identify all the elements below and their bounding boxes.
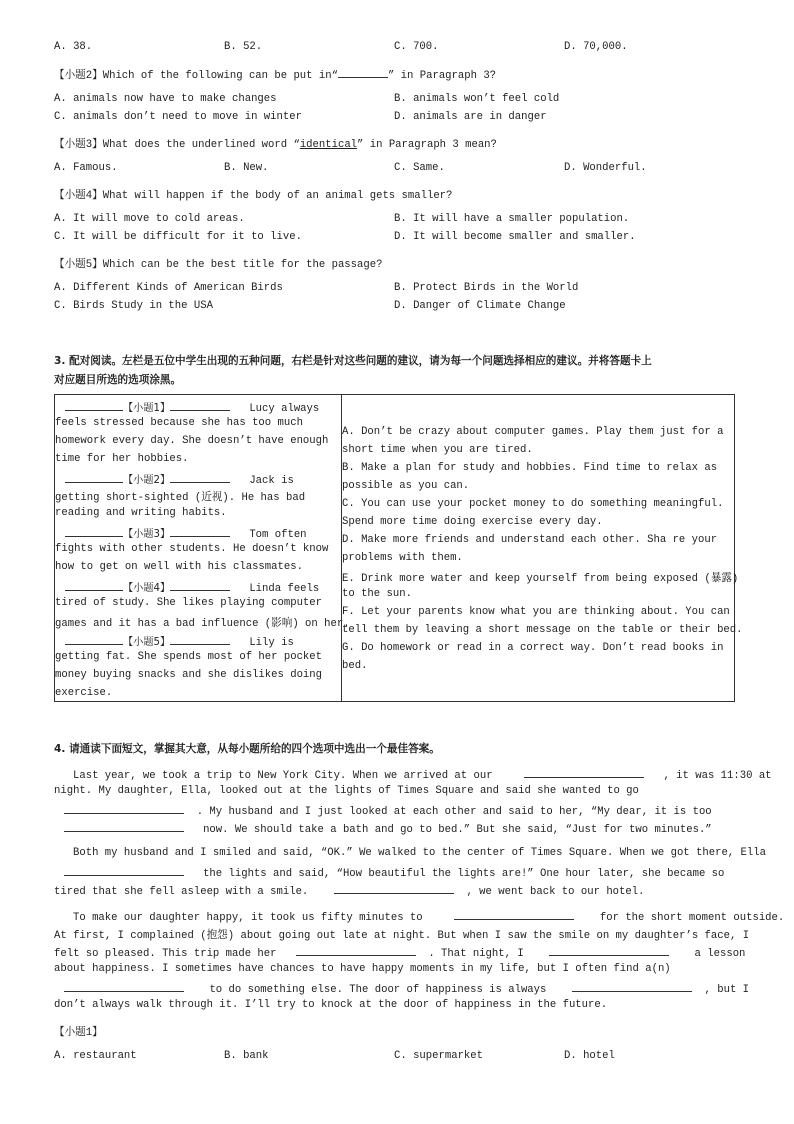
problem-text: tired of study. She likes playing computer xyxy=(55,597,323,609)
problem-2-header xyxy=(65,471,294,487)
option-d: D. animals are in danger xyxy=(394,111,547,123)
option-b: B. New. xyxy=(224,162,269,174)
question-4 xyxy=(54,187,452,202)
passage-line: To make our daughter happy, it took us fifty minutes to for the short moment outside. xyxy=(73,909,784,924)
question-number: 【小题2】 xyxy=(54,70,103,82)
passage-line: felt so pleased. This trip made her . That night, I a lesson xyxy=(54,945,745,960)
problem-text: homework every day. She doesn’t have enough xyxy=(55,435,329,447)
advice-a-cont: short time when you are tired. xyxy=(342,444,533,456)
section-4-heading: 4. 请通读下面短文，掌握其大意，从每小题所给的四个选项中选出一个最佳答案。 xyxy=(54,743,440,755)
question-number: 【小题5】 xyxy=(54,259,103,271)
problem-text: reading and writing habits. xyxy=(55,507,227,519)
blank-7 xyxy=(296,945,416,956)
option-c: C. It will be difficult for it to live. xyxy=(54,231,302,243)
advice-b: B. Make a plan for study and hobbies. Find time to relax as xyxy=(342,462,718,474)
advice-d-cont: problems with them. xyxy=(342,552,463,564)
problem-4-header xyxy=(65,579,319,595)
passage-line: tired that she fell asleep with a smile. , we went back to our hotel. xyxy=(54,883,644,898)
question-number: 【小题4】 xyxy=(54,190,103,202)
blank-4 xyxy=(64,865,184,876)
answer-blank xyxy=(338,67,388,78)
problem-text: Lucy always xyxy=(249,403,320,415)
option-c: C. supermarket xyxy=(394,1050,484,1062)
problem-text: Linda feels xyxy=(249,583,320,595)
blank-6 xyxy=(454,909,574,920)
option-a: A. Famous. xyxy=(54,162,118,174)
blank-2 xyxy=(64,803,184,814)
problem-text: getting fat. She spends most of her pocket xyxy=(55,651,323,663)
advice-e-cont: to the sun. xyxy=(342,588,412,600)
option-d: D. Wonderful. xyxy=(564,162,647,174)
problem-text: exercise. xyxy=(55,687,113,699)
question-text: What will happen if the body of an animal gets smaller? xyxy=(102,190,453,202)
option-b: B. Protect Birds in the World xyxy=(394,282,579,294)
problem-text: feels stressed because she has too much xyxy=(55,417,303,429)
question-number: 【小题4】 xyxy=(123,583,171,594)
problem-3-header xyxy=(65,525,307,541)
problem-5-header xyxy=(65,633,294,649)
problem-text: Jack is xyxy=(249,475,294,487)
problem-text: getting short-sighted (近视). He has bad xyxy=(55,492,306,504)
problem-text: Lily is xyxy=(249,637,294,649)
problem-text: money buying snacks and she dislikes doing xyxy=(55,669,323,681)
passage-line: Last year, we took a trip to New York City. When we arrived at our , it was 11:30 at xyxy=(73,767,772,782)
option-a: A. Different Kinds of American Birds xyxy=(54,282,283,294)
question-3 xyxy=(54,136,497,151)
option-c: C. Same. xyxy=(394,162,445,174)
problem-text: games and it has a bad influence (影响) on her. xyxy=(55,618,350,630)
problems-column xyxy=(55,395,350,702)
option-d: D. hotel xyxy=(564,1050,615,1062)
passage-line: to do something else. The door of happiness is always , but I xyxy=(54,981,749,996)
question-text: What does the underlined word “ xyxy=(102,139,300,151)
advice-d: D. Make more friends and understand each other. Sha re your xyxy=(342,534,718,546)
passage-line: don’t always walk through it. I’ll try to knock at the door of happiness in the future. xyxy=(54,999,608,1011)
option-b: B. 52. xyxy=(224,41,263,53)
underlined-word: identical xyxy=(299,139,358,151)
option-d: D. It will become smaller and smaller. xyxy=(394,231,636,243)
problem-text: Tom often xyxy=(249,529,307,541)
option-d: D. 70,000. xyxy=(564,41,628,53)
option-d: D. Danger of Climate Change xyxy=(394,300,566,312)
option-b: B. animals won’t feel cold xyxy=(394,93,560,105)
question-number: 【小题3】 xyxy=(54,139,103,151)
passage-line: . My husband and I just looked at each other and said to her, “My dear, it is too xyxy=(54,803,712,818)
passage-line: the lights and said, “How beautiful the lights are!” One hour later, she became so xyxy=(54,865,724,880)
problem-text: fights with other students. He doesn’t know xyxy=(55,543,329,555)
problem-text: how to get on well with his classmates. xyxy=(55,561,303,573)
question-text: Which of the following can be put in“ xyxy=(102,70,338,82)
passage-line: At first, I complained (抱怨) about going out late at night. But when I saw the smile on my daughter’s face, I xyxy=(54,930,750,942)
question-text-end: ” in Paragraph 3? xyxy=(387,70,497,82)
passage-line: now. We should take a bath and go to bed.” But she said, “Just for two minutes.” xyxy=(54,821,712,836)
advice-column xyxy=(342,395,743,702)
question-number: 【小题3】 xyxy=(123,529,171,540)
question-number: 【小题5】 xyxy=(123,637,171,648)
option-a: A. 38. xyxy=(54,41,93,53)
question-number: 【小题2】 xyxy=(123,475,171,486)
question-text: Which can be the best title for the passage? xyxy=(102,259,383,271)
section-3-heading-cont: 对应题目所选的选项涂黑。 xyxy=(54,374,182,386)
matching-table xyxy=(54,394,743,702)
advice-g: G. Do homework or read in a correct way. Don’t read books in xyxy=(342,642,724,654)
problem-text: time for her hobbies. xyxy=(55,453,189,465)
section-3-heading: 3. 配对阅读。左栏是五位中学生出现的五种问题，右栏是针对这些问题的建议，请为每一个问题选择相应的建议。并将答题卡上 xyxy=(54,355,652,367)
question-5 xyxy=(54,256,382,271)
advice-a: A. Don’t be crazy about computer games. Play them just for a xyxy=(342,426,724,438)
option-b: B. It will have a smaller population. xyxy=(394,213,630,225)
blank-10 xyxy=(572,981,692,992)
advice-e: E. Drink more water and keep yourself from being exposed (暴露) xyxy=(342,573,739,585)
question-2 xyxy=(54,67,496,82)
blank-5 xyxy=(334,883,454,894)
option-a: A. restaurant xyxy=(54,1050,137,1062)
blank-9 xyxy=(64,981,184,992)
option-a: A. It will move to cold areas. xyxy=(54,213,245,225)
advice-f-cont: tell them by leaving a short message on the table or their bed. xyxy=(342,624,743,636)
blank-3 xyxy=(64,821,184,832)
option-c: C. Birds Study in the USA xyxy=(54,300,213,312)
problem-1-header xyxy=(65,399,319,415)
passage-line: Both my husband and I smiled and said, “OK.” We walked to the center of Times Square. When we got there, Ella xyxy=(73,847,766,859)
option-b: B. bank xyxy=(224,1050,269,1062)
option-a: A. animals now have to make changes xyxy=(54,93,277,105)
sub-question-1: 【小题1】 xyxy=(54,1027,103,1039)
blank-8 xyxy=(549,945,669,956)
passage-line: night. My daughter, Ella, looked out at the lights of Times Square and said she wanted to go xyxy=(54,785,639,797)
blank-1 xyxy=(524,767,644,778)
advice-c: C. You can use your pocket money to do something meaningful. xyxy=(342,498,724,510)
advice-b-cont: possible as you can. xyxy=(342,480,470,492)
advice-g-cont: bed. xyxy=(342,660,368,672)
option-c: C. 700. xyxy=(394,41,439,53)
option-c: C. animals don’t need to move in winter xyxy=(54,111,302,123)
question-number: 【小题1】 xyxy=(123,403,171,414)
advice-c-cont: Spend more time doing exercise every day. xyxy=(342,516,603,528)
passage-line: about happiness. I sometimes have chances to have happy moments in my life, but I often find a(n) xyxy=(54,963,671,975)
question-text-end: ” in Paragraph 3 mean? xyxy=(357,139,497,151)
advice-f: F. Let your parents know what you are thinking about. You can xyxy=(342,606,730,618)
